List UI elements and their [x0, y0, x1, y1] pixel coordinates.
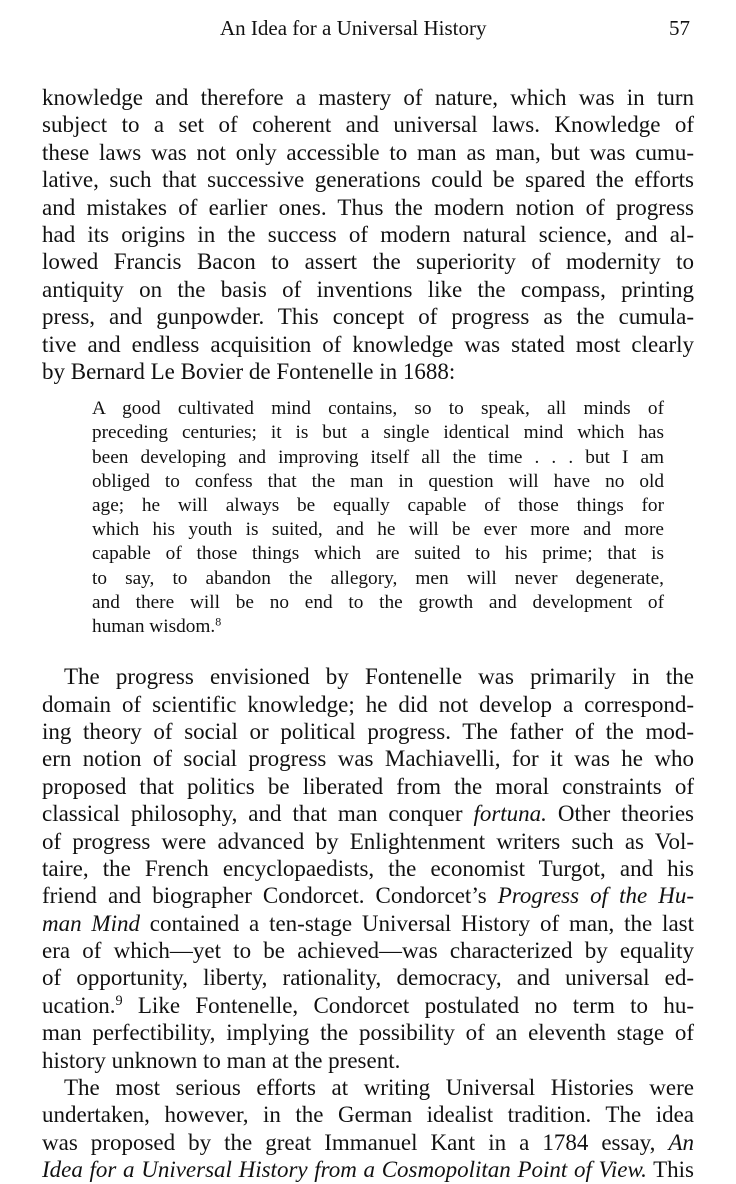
book-page	[42, 0, 694, 1184]
footnote-marker-8: 8	[215, 614, 222, 629]
text-line: proposed that politics be liberated from the moral constraints of	[42, 773, 694, 799]
text-line: The most serious efforts at writing Universal Histories were	[64, 1075, 694, 1101]
running-title: An Idea for a Universal History	[220, 16, 487, 40]
text-line: domain of scientific knowledge; he did not develop a correspond-	[42, 691, 694, 717]
quote-line: capable of those things which are suited to his prime; that is	[92, 543, 664, 565]
text-run: Other theories	[546, 801, 694, 827]
quote-line	[92, 615, 664, 639]
text-run: ucation.	[42, 992, 116, 1018]
footnote-marker-9: 9	[115, 993, 123, 1010]
quote-line: preceding centuries; it is but a single identical mind which has	[92, 422, 664, 444]
running-head	[42, 0, 694, 56]
quote-line: obliged to confess that the man in question will have no old	[92, 470, 664, 492]
text-line: press, and gunpowder. This concept of progress as the cumula-	[42, 304, 694, 330]
block-quote	[92, 397, 664, 639]
page-number: 57	[669, 16, 690, 40]
text-line: ern notion of social progress was Machiavelli, for it was he who	[42, 746, 694, 772]
italic-word: fortuna.	[473, 801, 547, 827]
text-line: The progress envisioned by Fontenelle was primarily in the	[64, 664, 694, 690]
essay-title: An	[668, 1129, 694, 1155]
text-line: subject to a set of coherent and universal laws. Knowledge of	[42, 112, 694, 138]
text-line: undertaken, however, in the German idealist tradition. The idea	[42, 1102, 694, 1128]
paragraph-2	[42, 663, 694, 1183]
text-line: era of which—yet to be achieved—was characterized by equality	[42, 938, 694, 964]
text-line: taire, the French encyclopaedists, the economist Turgot, and his	[42, 855, 694, 881]
text-line: man perfectibility, implying the possibility of an eleventh stage of	[42, 1020, 694, 1046]
text-line: ing theory of social or political progress. The father of the mod-	[42, 718, 694, 744]
quote-last-text: human wisdom.	[92, 615, 216, 637]
text-line	[42, 1129, 694, 1156]
text-line: had its origins in the success of modern natural science, and al-	[42, 221, 694, 247]
text-line	[42, 800, 694, 827]
text-line	[42, 910, 694, 937]
book-title: Progress of the Hu-	[497, 883, 694, 909]
quote-line: which his youth is suited, and he will be ever more and more	[92, 519, 664, 541]
text-run: was proposed by the great Immanuel Kant in a 1784 essay,	[42, 1129, 669, 1155]
text-run: contained a ten-stage Universal History of man, the last	[139, 910, 694, 936]
text-line: lowed Francis Bacon to assert the superiority of modernity to	[42, 249, 694, 275]
text-line: of opportunity, liberty, rationality, democracy, and universal ed-	[42, 965, 694, 991]
text-run: classical philosophy, and that man conquer	[42, 801, 474, 827]
text-line: by Bernard Le Bovier de Fontenelle in 1688:	[42, 358, 456, 384]
text-line	[42, 992, 694, 1019]
text-line: and mistakes of earlier ones. Thus the modern notion of progress	[42, 194, 694, 220]
quote-line: age; he will always be equally capable of those things for	[92, 495, 664, 517]
text-line: antiquity on the basis of inventions like the compass, printing	[42, 276, 694, 302]
text-line: these laws was not only accessible to man as man, but was cumu-	[42, 139, 694, 165]
text-line	[42, 1156, 694, 1183]
text-run: friend and biographer Condorcet. Condorcet’s	[42, 883, 498, 909]
quote-line: to say, to abandon the allegory, men will never degenerate,	[92, 567, 664, 589]
text-run: This	[646, 1157, 694, 1183]
text-line: tive and endless acquisition of knowledge was stated most clearly	[42, 331, 694, 357]
text-line	[42, 882, 694, 909]
text-line: knowledge and therefore a mastery of nature, which was in turn	[42, 85, 694, 110]
text-run: Like Fontenelle, Condorcet postulated no term to hu-	[122, 992, 694, 1018]
quote-line: A good cultivated mind contains, so to speak, all minds of	[92, 398, 664, 420]
quote-line: and there will be no end to the growth and development of	[92, 591, 664, 613]
text-line: history unknown to man at the present.	[42, 1047, 401, 1073]
text-line: of progress were advanced by Enlightenment writers such as Vol-	[42, 828, 694, 854]
text-line: lative, such that successive generations could be spared the efforts	[42, 167, 694, 193]
quote-line: been developing and improving itself all the time . . . but I am	[92, 446, 664, 468]
essay-title: Idea for a Universal History from a Cosmopolitan Point of View.	[42, 1157, 647, 1183]
book-title: man Mind	[42, 910, 140, 936]
paragraph-1	[42, 84, 694, 385]
